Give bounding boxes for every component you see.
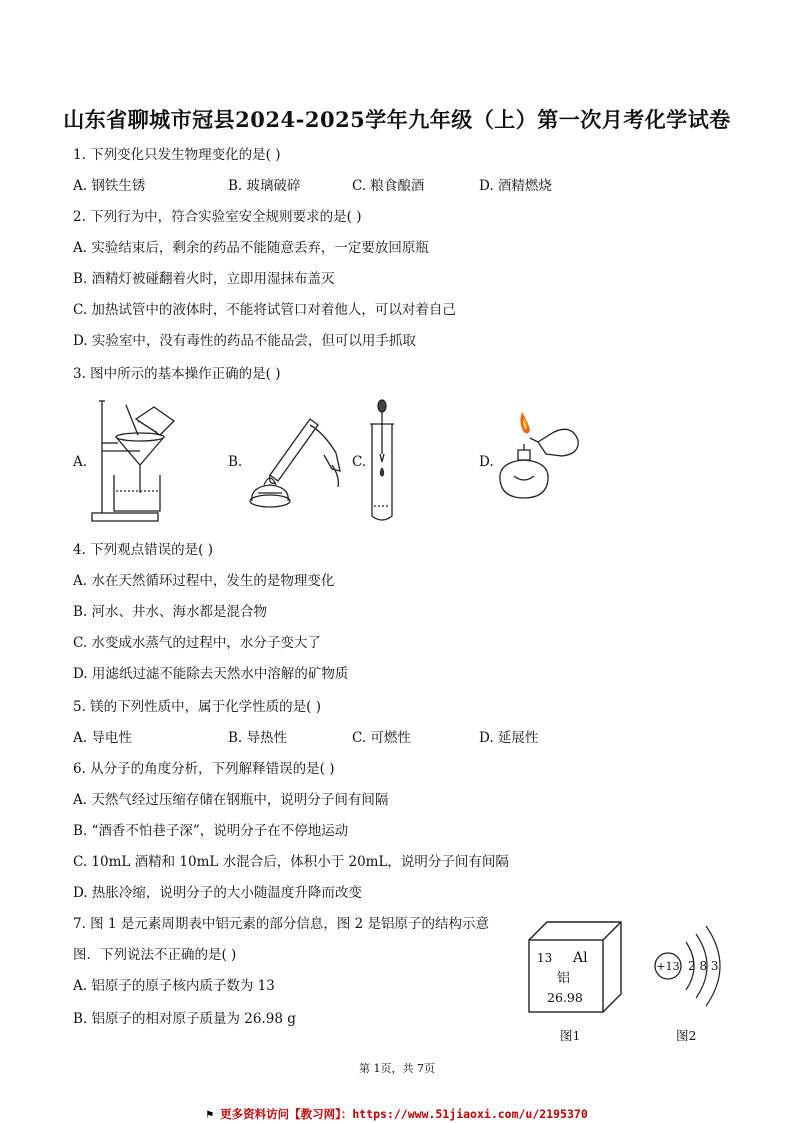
q5-option-c: C. 可燃性 bbox=[352, 730, 411, 746]
q5-option-d: D. 延展性 bbox=[479, 730, 539, 746]
q5-option-b: B. 导热性 bbox=[228, 730, 288, 746]
element-name: 铝 bbox=[557, 971, 571, 986]
q2-option-d: D. 实验室中，没有毒性的药品不能品尝，但可以用手抓取 bbox=[73, 333, 416, 349]
q6-option-c: C. 10mL 酒精和 10mL 水混合后，体积小于 20mL，说明分子间有间隔 bbox=[73, 854, 509, 870]
q7-option-a: A. 铝原子的原子核内质子数为 13 bbox=[73, 978, 275, 994]
figure-1-caption: 图1 bbox=[560, 1028, 581, 1043]
q3-label-d: D. bbox=[479, 454, 494, 470]
nucleus-charge: +13 bbox=[656, 960, 680, 973]
dropper-figure bbox=[368, 398, 396, 524]
aluminum-atom-structure-figure bbox=[648, 918, 738, 1018]
element-symbol: Al bbox=[573, 950, 588, 966]
element-mass: 26.98 bbox=[547, 990, 583, 1005]
question-4-stem: 4. 下列观点错误的是( ) bbox=[73, 542, 213, 558]
q7-option-b: B. 铝原子的相对原子质量为 26.98 g bbox=[73, 1011, 296, 1027]
flag-icon: ⚑ bbox=[206, 1107, 221, 1121]
q4-option-b: B. 河水、井水、海水都是混合物 bbox=[73, 604, 268, 620]
q1-option-a: A. 钢铁生锈 bbox=[73, 178, 146, 194]
q1-option-c: C. 粮食酿酒 bbox=[352, 178, 425, 194]
q2-option-c: C. 加热试管中的液体时，不能将试管口对着他人，可以对着自己 bbox=[73, 302, 456, 318]
question-7-stem-line1: 7. 图 1 是元素周期表中铝元素的部分信息，图 2 是铝原子的结构示意 bbox=[73, 916, 490, 932]
figure-2-caption: 图2 bbox=[676, 1028, 697, 1043]
q3-label-a: A. bbox=[73, 454, 88, 470]
q2-option-b: B. 酒精灯被碰翻着火时，立即用湿抹布盖灭 bbox=[73, 271, 335, 287]
electron-shells: 2 8 3 bbox=[688, 959, 719, 973]
q4-option-a: A. 水在天然循环过程中，发生的是物理变化 bbox=[73, 573, 335, 589]
q4-option-c: C. 水变成水蒸气的过程中，水分子变大了 bbox=[73, 635, 321, 651]
question-5-stem: 5. 镁的下列性质中，属于化学性质的是( ) bbox=[73, 699, 321, 715]
q6-option-d: D. 热胀冷缩，说明分子的大小随温度升降而改变 bbox=[73, 885, 362, 901]
q3-label-c: C. bbox=[352, 454, 367, 470]
aluminum-element-cube-figure bbox=[525, 918, 625, 1026]
question-3-stem: 3. 图中所示的基本操作正确的是( ) bbox=[73, 366, 281, 382]
q3-label-b: B. bbox=[228, 454, 243, 470]
q1-option-d: D. 酒精燃烧 bbox=[479, 178, 552, 194]
element-number: 13 bbox=[537, 951, 553, 965]
resource-banner-text: 更多资料访问【教习网】：https://www.51jiaoxi.com/u/2195370 bbox=[220, 1107, 588, 1121]
question-6-stem: 6. 从分子的角度分析，下列解释错误的是( ) bbox=[73, 761, 335, 777]
heating-test-tube-figure bbox=[240, 405, 350, 515]
page-number-footer: 第 1页，共 7页 bbox=[359, 1062, 435, 1075]
question-1-stem: 1. 下列变化只发生物理变化的是( ) bbox=[73, 147, 281, 163]
q2-option-a: A. 实验结束后，剩余的药品不能随意丢弃，一定要放回原瓶 bbox=[73, 240, 429, 256]
alcohol-lamp-figure bbox=[494, 410, 584, 505]
page-title: 山东省聊城市冠县2024-2025学年九年级（上）第一次月考化学试卷 bbox=[63, 107, 731, 132]
resource-banner[interactable] bbox=[0, 1106, 794, 1122]
q4-option-d: D. 用滤纸过滤不能除去天然水中溶解的矿物质 bbox=[73, 666, 349, 682]
q5-option-a: A. 导电性 bbox=[73, 730, 132, 746]
question-7-stem-line2: 图．下列说法不正确的是( ) bbox=[73, 947, 237, 963]
question-2-stem: 2. 下列行为中，符合实验室安全规则要求的是( ) bbox=[73, 209, 362, 225]
q6-option-b: B. “酒香不怕巷子深”，说明分子在不停地运动 bbox=[73, 823, 349, 839]
filtration-apparatus-figure bbox=[88, 395, 178, 525]
q6-option-a: A. 天然气经过压缩存储在钢瓶中，说明分子间有间隔 bbox=[73, 792, 389, 808]
q1-option-b: B. 玻璃破碎 bbox=[228, 178, 301, 194]
